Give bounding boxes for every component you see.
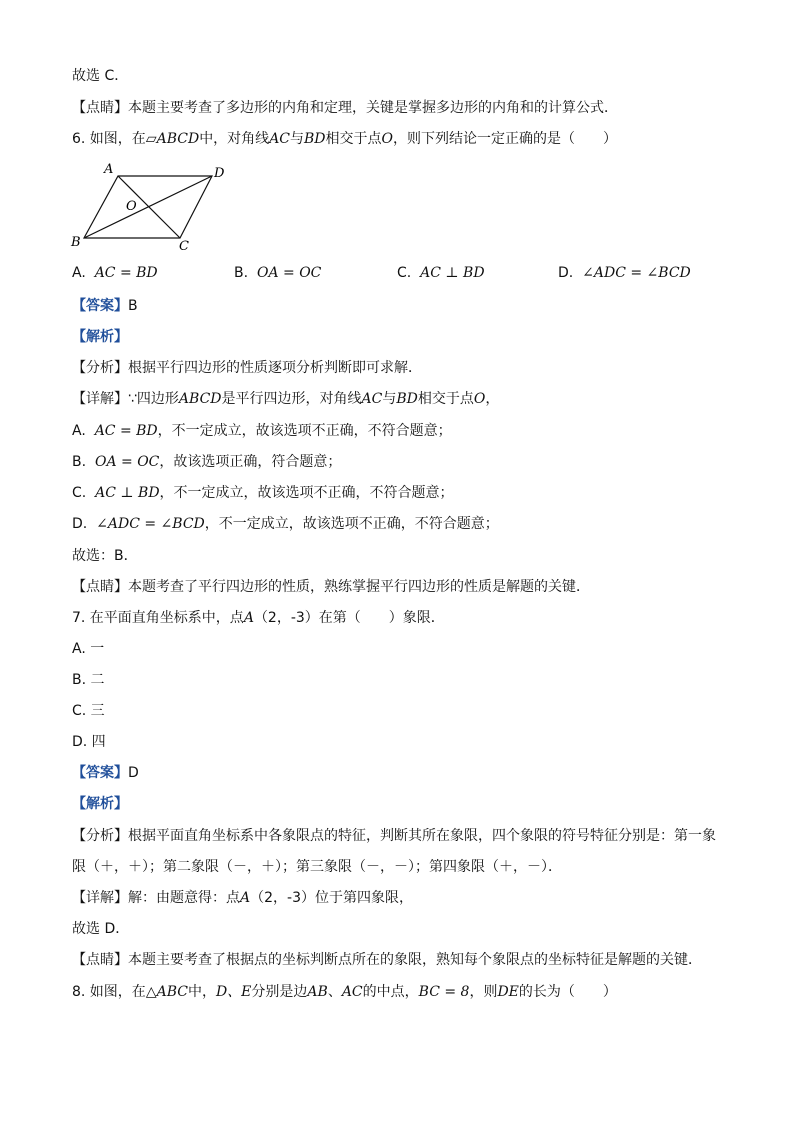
q8-text: 中， [187, 984, 216, 1000]
dianjing-text: 本题考查了平行四边形的性质，熟练掌握平行四边形的性质是解题的关键． [128, 579, 590, 595]
xj-text: （2，-3）位于第四象限， [250, 890, 413, 906]
answer-6 [72, 296, 138, 316]
option-d [558, 263, 691, 283]
reason-math: AC = BD [94, 423, 158, 439]
text-line: 故选 C． [72, 68, 129, 84]
answer-7 [72, 763, 139, 783]
reason-d [72, 514, 499, 534]
q6-math: BD [304, 131, 326, 147]
xj-text: ∵四边形 [128, 391, 179, 407]
option-letter: D. [558, 265, 574, 281]
xiangjie-7 [72, 888, 413, 908]
label-d: D [214, 166, 225, 181]
fenxi-7-line2: 限（＋，＋）；第二象限（－，＋）；第三象限（－，－）；第四象限（＋，－）． [72, 859, 562, 875]
q8-text: 的长为（ ） [518, 984, 617, 1000]
q8-text: 的中点， [362, 984, 419, 1000]
reason-text: ，不一定成立，故该选项不正确，不符合题意； [159, 485, 454, 501]
reason-math: ∠ADC = ∠BCD [96, 516, 205, 532]
answer-tag: 【答案】 [72, 298, 128, 314]
text-line: 故选：B． [72, 548, 138, 564]
q8-math: AB [307, 984, 328, 1000]
reason-b [72, 452, 341, 472]
q8-text: 分别是边 [251, 984, 308, 1000]
label-c: C [179, 239, 189, 252]
xj-math: AC [361, 391, 383, 407]
option-letter: A. [72, 265, 86, 281]
reason-letter: A. [72, 423, 86, 439]
fenxi-text: 根据平行四边形的性质逐项分析判断即可求解． [128, 360, 422, 376]
jiexi-6 [72, 327, 128, 347]
q8-math: DE [497, 984, 519, 1000]
fenxi-7-line1 [72, 826, 716, 846]
diagonal-bd [84, 176, 212, 238]
reason-a [72, 421, 452, 441]
q6-text: 中，对角线 [199, 131, 270, 147]
xj-text: 解：由题意得：点 [128, 890, 240, 906]
q6-text: 6. 如图，在 [72, 131, 146, 147]
fenxi-tag: 【分析】 [72, 360, 128, 376]
q6-math: AC [269, 131, 291, 147]
xj-math: ABCD [178, 391, 222, 407]
xiangjie-6 [72, 389, 499, 409]
answer-value: B [128, 298, 138, 314]
xj-math: A [240, 890, 251, 906]
dianjing-6 [72, 577, 590, 597]
xj-text: ， [485, 391, 500, 407]
text-line: 【点睛】本题主要考查了多边形的内角和定理，关键是掌握多边形的内角和的计算公式． [72, 100, 618, 116]
label-b: B [71, 235, 81, 250]
reason-letter: D. [72, 516, 88, 532]
parallelogram-figure [70, 160, 230, 252]
option-b [234, 263, 321, 283]
reason-text: ，故该选项正确，符合题意； [159, 454, 342, 470]
dianjing-tag: 【点睛】 [72, 579, 128, 595]
text-line: 故选 D． [72, 921, 130, 937]
q7-math: A [243, 610, 254, 626]
option-math: OA = OC [256, 265, 322, 281]
dianjing-text: 本题主要考查了根据点的坐标判断点所在的象限，熟知每个象限点的坐标特征是解题的关键． [128, 952, 702, 968]
option-letter: B. [234, 265, 249, 281]
xj-text: 与 [382, 391, 397, 407]
q6-shape: ▱ABCD [145, 131, 200, 147]
q6-text: 相交于点 [325, 131, 382, 147]
option-c [397, 263, 485, 283]
fenxi-text: 根据平面直角坐标系中各象限点的特征，判断其所在象限，四个象限的符号特征分别是：第一象 [128, 828, 716, 844]
question-6 [72, 129, 617, 149]
reason-math: AC ⊥ BD [95, 485, 160, 501]
answer-value: D [128, 765, 139, 781]
answer-tag: 【答案】 [72, 765, 128, 781]
dianjing-tag: 【点睛】 [72, 952, 128, 968]
q6-text: 与 [290, 131, 305, 147]
reason-math: OA = OC [94, 454, 160, 470]
xiangjie-tag: 【详解】 [72, 890, 128, 906]
q8-math: AC [341, 984, 363, 1000]
q7-text: 7. 在平面直角坐标系中，点 [72, 610, 244, 626]
q6-text: ，则下列结论一定正确的是（ ） [393, 131, 618, 147]
question-7 [72, 608, 445, 628]
analysis-tag: 【解析】 [72, 796, 128, 812]
fenxi-6 [72, 358, 422, 378]
analysis-tag: 【解析】 [72, 329, 128, 345]
q6-math: O [381, 131, 394, 147]
xiangjie-tag: 【详解】 [72, 391, 128, 407]
question-8 [72, 982, 617, 1002]
label-o: O [126, 199, 137, 214]
q8-math: BC = 8 [418, 984, 470, 1000]
reason-text: ，不一定成立，故该选项不正确，不符合题意； [204, 516, 499, 532]
q7-option-d: D. 四 [72, 734, 106, 750]
label-a: A [104, 162, 114, 177]
xj-text: 是平行四边形，对角线 [221, 391, 362, 407]
reason-letter: B. [72, 454, 87, 470]
q7-option-b: B. 二 [72, 672, 105, 688]
jiexi-7 [72, 794, 128, 814]
reason-text: ，不一定成立，故该选项不正确，不符合题意； [157, 423, 452, 439]
option-math: AC ⊥ BD [420, 265, 485, 281]
fenxi-tag: 【分析】 [72, 828, 128, 844]
option-math: ∠ADC = ∠BCD [582, 265, 691, 281]
xj-math: BD [396, 391, 418, 407]
reason-c [72, 483, 454, 503]
q7-option-c: C. 三 [72, 703, 105, 719]
option-math: AC = BD [94, 265, 158, 281]
reason-letter: C. [72, 485, 87, 501]
xj-math: O [473, 391, 486, 407]
q8-math: D、E [215, 984, 252, 1000]
q8-text: 、 [327, 984, 342, 1000]
xj-text: 相交于点 [417, 391, 474, 407]
q8-text: ，则 [469, 984, 498, 1000]
q7-text: （2，-3）在第（ ）象限． [253, 610, 445, 626]
q8-text: 8. 如图，在 [72, 984, 146, 1000]
q7-option-a: A. 一 [72, 641, 105, 657]
option-letter: C. [397, 265, 412, 281]
q8-math: △ABC [145, 984, 188, 1000]
option-a [72, 263, 158, 283]
dianjing-7 [72, 950, 702, 970]
